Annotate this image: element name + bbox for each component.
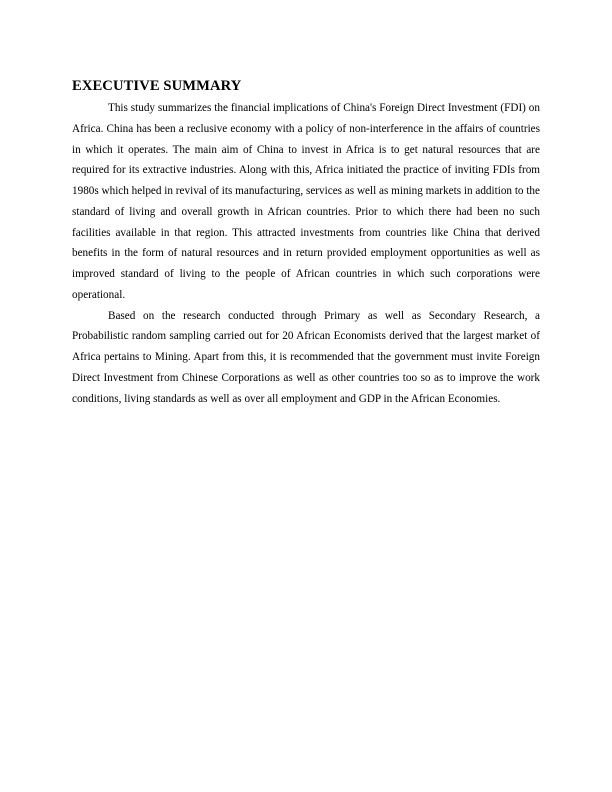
- paragraph-2: Based on the research conducted through Primary as well as Secondary Research, a Probabilistic random sampling carried out for 20 African Economists derived that the largest market of Africa pertains to Mining. Apart from this, it is recommended that the government must invite Foreign Direct Investment from Chinese Corporations as well as other countries too so as to improve the work conditions, living standards as well as over all employment and GDP in the African Economies.: [72, 309, 540, 405]
- section-heading: EXECUTIVE SUMMARY: [72, 78, 242, 94]
- page-content: [72, 76, 540, 409]
- paragraph-1: This study summarizes the financial implications of China's Foreign Direct Investment (FDI) on Africa. China has been a reclusive economy with a policy of non-interference in the affairs of countries in which it operates. The main aim of China to invest in Africa is to get natural resources that are required for its extractive industries. Along with this, Africa initiated the practice of inviting FDIs from 1980s which helped in revival of its manufacturing, services as well as mining markets in addition to the standard of living and overall growth in African countries. Prior to which there had been no such facilities available in that region. This attracted investments from countries like China that derived benefits in the form of natural resources and in return provided employment opportunities as well as improved standard of living to the people of African countries in which such corporations were operational.: [72, 102, 540, 301]
